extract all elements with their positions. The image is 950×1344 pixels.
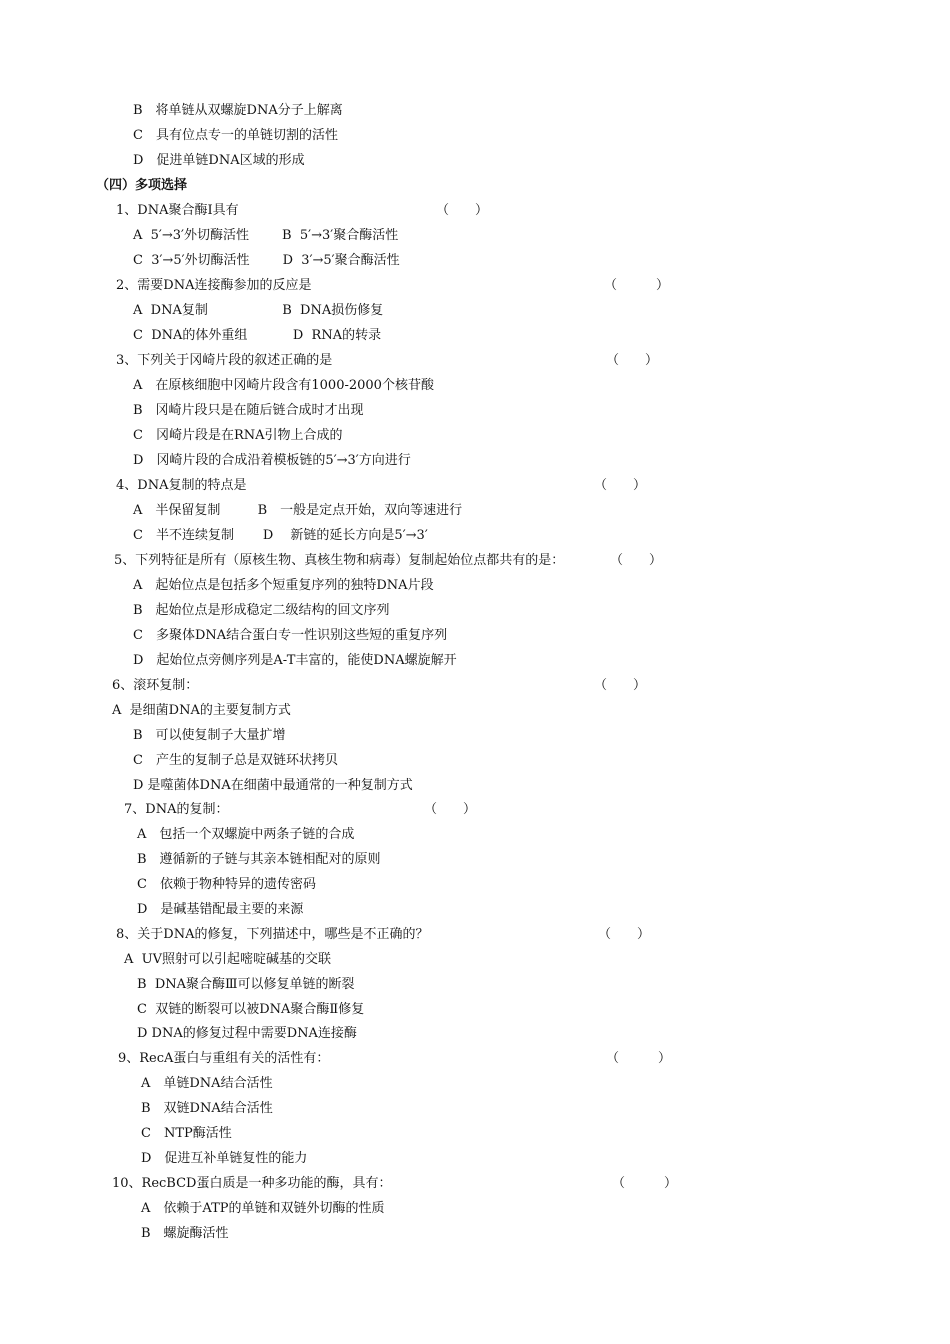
option-line: A 起始位点是包括多个短重复序列的独特DNA片段 bbox=[133, 578, 434, 593]
question-stem: 8、关于DNA的修复，下列描述中，哪些是不正确的？ bbox=[116, 927, 429, 942]
answer-blank: （ ） bbox=[594, 478, 647, 493]
question-stem: 1、DNA聚合酶Ⅰ具有 bbox=[116, 203, 239, 218]
option-line: A 依赖于ATP的单链和双链外切酶的性质 bbox=[141, 1201, 385, 1216]
answer-blank: （ ） bbox=[604, 278, 670, 293]
option-line: D 促进单链DNA区域的形成 bbox=[133, 153, 305, 168]
option-line: A 是细菌DNA的主要复制方式 bbox=[112, 703, 291, 718]
answer-blank: （ ） bbox=[610, 553, 663, 568]
section-title: （四）多项选择 bbox=[96, 178, 188, 193]
option-line: D 是噬菌体DNA在细菌中最通常的一种复制方式 bbox=[133, 778, 413, 793]
option-line: C 具有位点专一的单链切割的活性 bbox=[133, 128, 338, 143]
option-line: B 可以使复制子大量扩增 bbox=[133, 728, 286, 743]
question-stem: 2、需要DNA连接酶参加的反应是 bbox=[116, 278, 312, 293]
answer-blank: （ ） bbox=[436, 203, 489, 218]
option-line: C 3′→5′外切酶活性 D 3′→5′聚合酶活性 bbox=[133, 253, 400, 268]
option-line: D 是碱基错配最主要的来源 bbox=[137, 902, 304, 917]
option-line: C NTP酶活性 bbox=[141, 1126, 232, 1141]
answer-blank: （ ） bbox=[594, 678, 647, 693]
option-line: B 螺旋酶活性 bbox=[141, 1226, 229, 1241]
option-line: B 冈崎片段只是在随后链合成时才出现 bbox=[133, 403, 364, 418]
question-stem: 7、DNA的复制： bbox=[124, 802, 229, 817]
question-stem: 6、滚环复制： bbox=[112, 678, 199, 693]
question-stem: 5、下列特征是所有（原核生物、真核生物和病毒）复制起始位点都共有的是： bbox=[114, 553, 565, 568]
option-line: C 产生的复制子总是双链环状拷贝 bbox=[133, 753, 338, 768]
option-line: C 多聚体DNA结合蛋白专一性识别这些短的重复序列 bbox=[133, 628, 448, 643]
option-line: B 将单链从双螺旋DNA分子上解离 bbox=[133, 103, 343, 118]
option-line: C DNA的体外重组 D RNA的转录 bbox=[133, 328, 382, 343]
option-line: A 在原核细胞中冈崎片段含有1000-2000个核苷酸 bbox=[133, 378, 434, 393]
option-line: A 包括一个双螺旋中两条子链的合成 bbox=[137, 827, 355, 842]
option-line: D 起始位点旁侧序列是A-T丰富的，能使DNA螺旋解开 bbox=[133, 653, 457, 668]
option-line: A 半保留复制 B 一般是定点开始，双向等速进行 bbox=[133, 503, 463, 518]
answer-blank: （ ） bbox=[606, 1051, 672, 1066]
option-line: D 促进互补单链复性的能力 bbox=[141, 1151, 308, 1166]
option-line: B 起始位点是形成稳定二级结构的回文序列 bbox=[133, 603, 390, 618]
option-line: A 单链DNA结合活性 bbox=[141, 1076, 273, 1091]
answer-blank: （ ） bbox=[598, 927, 651, 942]
option-line: C 依赖于物种特异的遗传密码 bbox=[137, 877, 316, 892]
option-line: D 冈崎片段的合成沿着模板链的5′→3′方向进行 bbox=[133, 453, 411, 468]
option-line: C 双链的断裂可以被DNA聚合酶Ⅱ修复 bbox=[137, 1002, 365, 1017]
question-stem: 3、下列关于冈崎片段的叙述正确的是 bbox=[116, 353, 333, 368]
option-line: B 遵循新的子链与其亲本链相配对的原则 bbox=[137, 852, 381, 867]
option-line: A 5′→3′外切酶活性 B 5′→3′聚合酶活性 bbox=[133, 228, 399, 243]
question-stem: 10、RecBCD蛋白质是一种多功能的酶，具有： bbox=[112, 1176, 392, 1191]
answer-blank: （ ） bbox=[424, 802, 477, 817]
option-line: B 双链DNA结合活性 bbox=[141, 1101, 273, 1116]
answer-blank: （ ） bbox=[606, 353, 659, 368]
option-line: D DNA的修复过程中需要DNA连接酶 bbox=[137, 1026, 357, 1041]
option-line: A UV照射可以引起嘧啶碱基的交联 bbox=[124, 952, 331, 967]
question-stem: 9、RecA蛋白与重组有关的活性有： bbox=[118, 1051, 330, 1066]
answer-blank: （ ） bbox=[612, 1176, 678, 1191]
option-line: C 半不连续复制 D 新链的延长方向是5′→3′ bbox=[133, 528, 428, 543]
option-line: A DNA复制 B DNA损伤修复 bbox=[133, 303, 384, 318]
question-stem: 4、DNA复制的特点是 bbox=[116, 478, 247, 493]
option-line: C 冈崎片段是在RNA引物上合成的 bbox=[133, 428, 343, 443]
option-line: B DNA聚合酶Ⅲ可以修复单链的断裂 bbox=[137, 977, 355, 992]
